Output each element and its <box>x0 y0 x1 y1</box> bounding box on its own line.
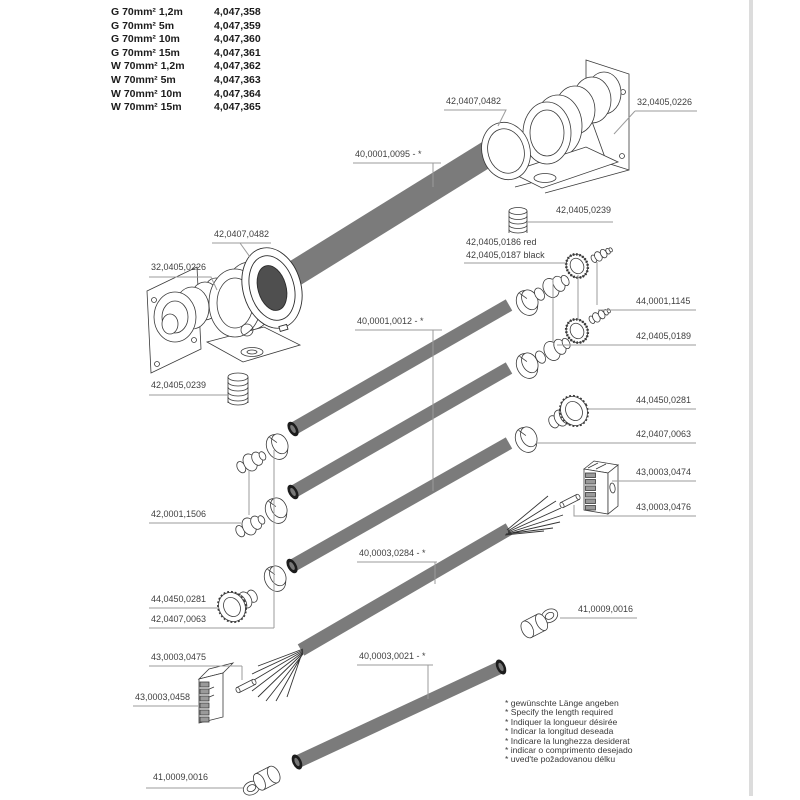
callout-40-0001-0095: 40,0001,0095 - * <box>355 149 422 159</box>
part-desc: W 70mm² 10m <box>111 87 182 100</box>
callout-44-0450-0281-right: 44,0450,0281 <box>636 395 692 405</box>
wire-strands-right <box>505 496 563 535</box>
connector-block-left <box>199 663 233 723</box>
callout-42-0405-0187-black: 42,0405,0187 black <box>466 250 545 260</box>
cable-thin-40-0003-0021 <box>290 658 509 771</box>
part-number: 4,047,359 <box>214 19 261 32</box>
plug-connector <box>234 447 270 477</box>
part-desc: G 70mm² 1,2m <box>111 6 183 18</box>
callout-43-0003-0474: 43,0003,0474 <box>636 467 692 477</box>
threaded-plug-left <box>228 373 248 405</box>
footnote-line: * Specify the length required <box>505 707 613 718</box>
callout-43-0003-0476: 43,0003,0476 <box>636 502 692 512</box>
connector-block-right <box>584 461 618 514</box>
part-desc: W 70mm² 5m <box>111 73 176 86</box>
footnote-line: * uved'te požadovanou délku <box>505 754 616 765</box>
contact-pin <box>589 245 614 265</box>
cable-thin-row2 <box>285 368 509 501</box>
part-number: 4,047,364 <box>214 87 261 100</box>
knurled-strain-relief-nut <box>543 392 593 438</box>
part-desc: G 70mm² 10m <box>111 33 180 46</box>
cable-thick-40-0001-0095 <box>268 153 489 290</box>
table-row <box>111 60 294 74</box>
contact-pin <box>587 306 612 326</box>
table-row <box>111 6 294 20</box>
flange-mount-assembly-top-right <box>475 60 629 193</box>
callout-43-0003-0475: 43,0003,0475 <box>151 652 207 662</box>
callout-44-0001-1145: 44,0001,1145 <box>636 296 691 306</box>
part-desc: W 70mm² 1,2m <box>111 60 185 73</box>
loose-pin-left <box>235 679 257 694</box>
callout-43-0003-0458: 43,0003,0458 <box>135 692 191 702</box>
split-bushing <box>261 494 292 527</box>
table-row <box>111 47 294 61</box>
split-bushing <box>260 562 291 595</box>
callout-42-0407-0063-left: 42,0407,0063 <box>151 614 207 624</box>
table-row <box>111 33 294 47</box>
callout-40-0003-0021: 40,0003,0021 - * <box>359 651 426 661</box>
part-number: 4,047,365 <box>214 101 261 114</box>
callout-32-0405-0226-left: 32,0405,0226 <box>151 262 207 272</box>
callout-42-0405-0239-left: 42,0405,0239 <box>151 380 207 390</box>
part-number: 4,047,363 <box>214 73 261 86</box>
callout-42-0405-0189: 42,0405,0189 <box>636 331 692 341</box>
wire-strands-left <box>249 649 303 701</box>
part-number: 4,047,358 <box>214 6 261 18</box>
footnote-line: * Indicare la lunghezza desiderat <box>505 735 630 746</box>
length-footnotes <box>505 699 633 765</box>
callout-42-0407-0482-top: 42,0407,0482 <box>446 96 502 106</box>
footnote-line: * gewünschte Länge angeben <box>505 698 619 708</box>
callout-44-0450-0281-left: 44,0450,0281 <box>151 594 207 604</box>
part-desc: G 70mm² 15m <box>111 46 180 59</box>
part-desc: G 70mm² 5m <box>111 19 175 32</box>
split-bushing <box>511 423 542 456</box>
callout-41-0009-0016-right: 41,0009,0016 <box>578 604 634 614</box>
page-edge <box>749 0 753 796</box>
callout-41-0009-0016-left: 41,0009,0016 <box>153 772 209 782</box>
table-row <box>111 20 294 34</box>
footnote-line: * indicar o comprimento desejado <box>505 745 633 756</box>
part-number: 4,047,362 <box>214 60 261 73</box>
loose-pin-right <box>559 494 581 509</box>
callout-42-0405-0239-top: 42,0405,0239 <box>556 205 612 215</box>
table-row <box>111 101 294 115</box>
parts-table <box>111 6 294 115</box>
cable-lug-left <box>239 764 283 798</box>
footnote-line: * Indicar la longitud deseada <box>505 726 614 737</box>
table-row <box>111 88 294 102</box>
footnote-line: * Indiquer la longueur désirée <box>505 716 618 727</box>
part-number: 4,047,360 <box>214 33 261 46</box>
callout-42-0407-0482-left: 42,0407,0482 <box>214 229 270 239</box>
table-row <box>111 74 294 88</box>
callout-40-0001-0012: 40,0001,0012 - * <box>357 316 424 326</box>
plug-connector <box>233 511 269 541</box>
callout-40-0003-0284: 40,0003,0284 - * <box>359 548 426 558</box>
callout-42-0001-1506: 42,0001,1506 <box>151 509 207 519</box>
callout-32-0405-0226-top: 32,0405,0226 <box>637 97 693 107</box>
threaded-plug-top <box>509 208 527 234</box>
callout-42-0407-0063-right: 42,0407,0063 <box>636 429 692 439</box>
split-bushing <box>262 430 293 463</box>
cable-lug-right <box>518 606 562 640</box>
part-number: 4,047,361 <box>214 46 261 59</box>
part-desc: W 70mm² 15m <box>111 101 182 114</box>
knurled-strain-relief-nut <box>213 581 263 627</box>
cable-stripped-40-0003-0284 <box>249 496 563 701</box>
callout-42-0405-0186-red: 42,0405,0186 red <box>466 237 537 247</box>
